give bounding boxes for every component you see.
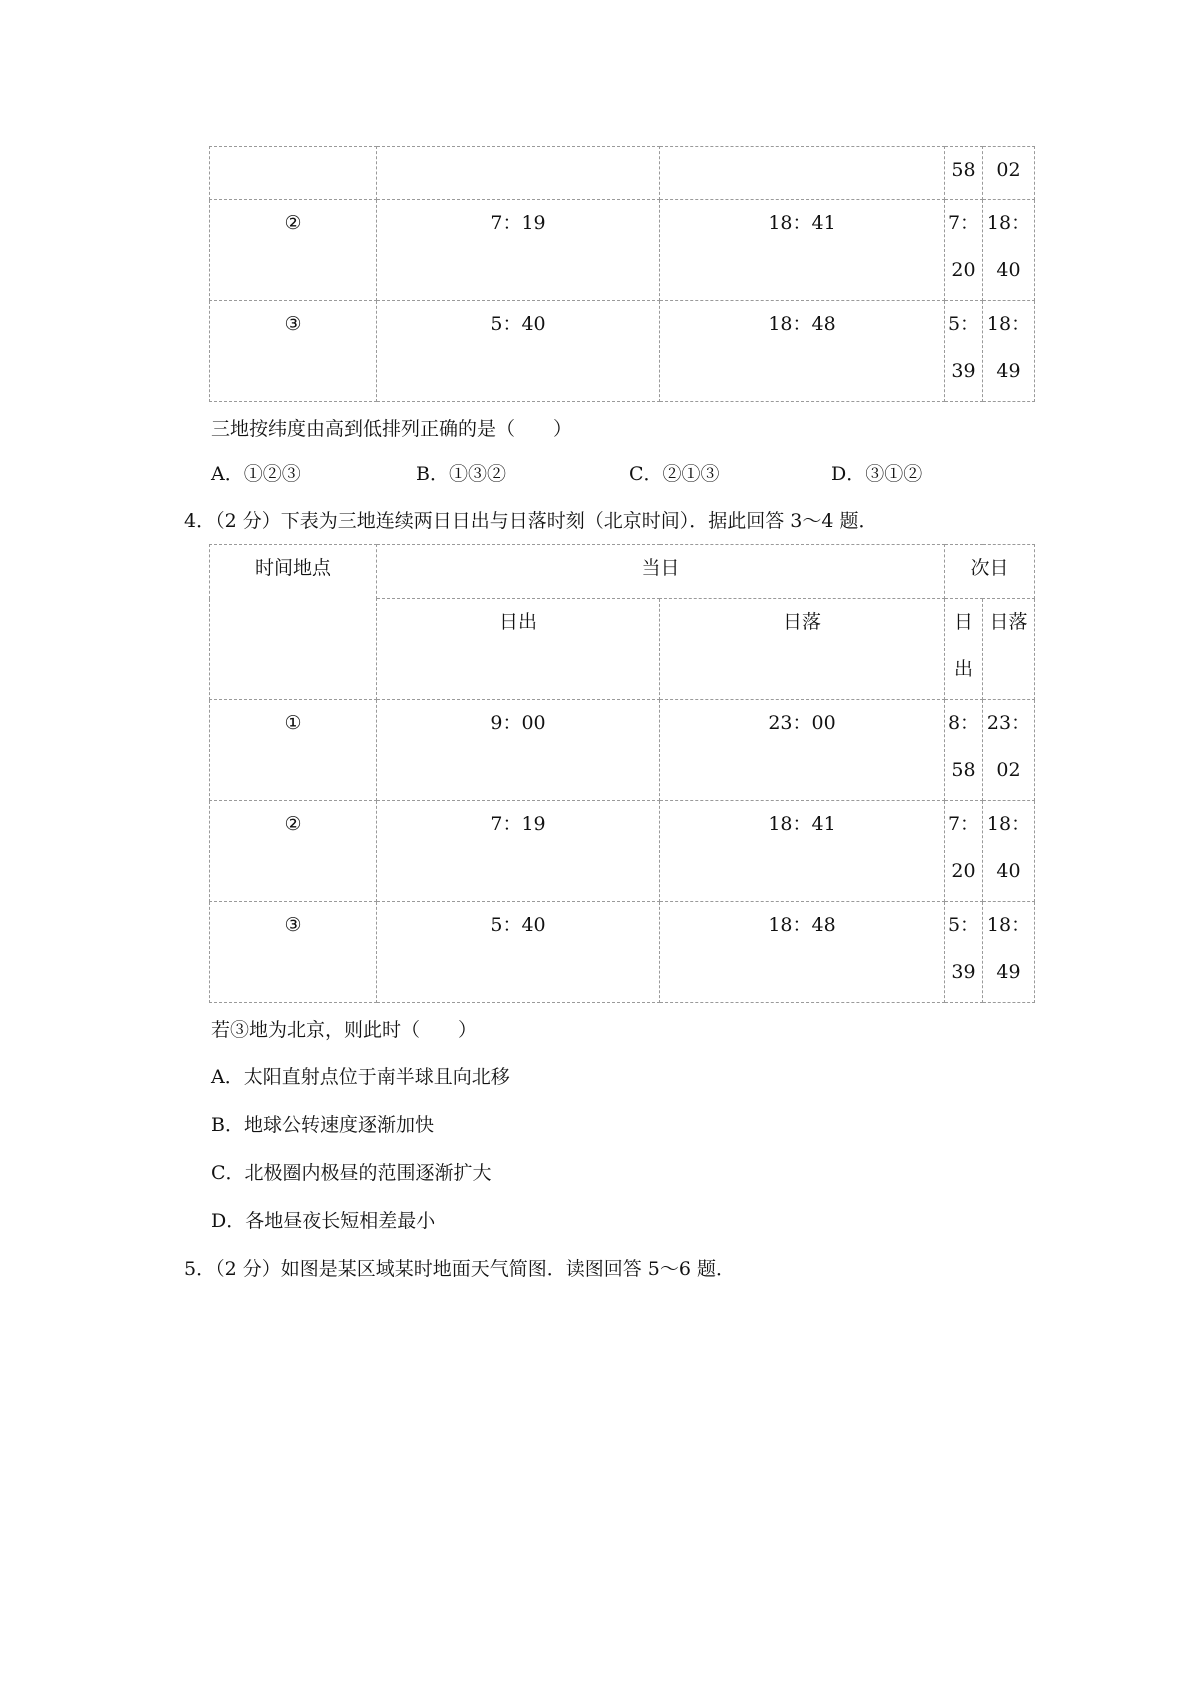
next-sunrise-cell: 5：39	[945, 301, 983, 402]
next-sunset-cell: 02	[983, 147, 1035, 200]
sunset-cell: 18：48	[660, 902, 945, 1003]
next-sunrise-cell: 58	[945, 147, 983, 200]
next-sunset-cell: 18：49	[983, 902, 1035, 1003]
header-today: 当日	[377, 545, 945, 599]
place-cell: ③	[210, 902, 377, 1003]
sunrise-cell: 7：19	[377, 801, 660, 902]
next-sunrise-cell: 7：20	[945, 801, 983, 902]
q3-option-b: B．①③②	[416, 463, 506, 485]
header-next-day: 次日	[945, 545, 1035, 599]
subheader-sunrise: 日出	[377, 599, 660, 700]
q4-option-a: A．太阳直射点位于南半球且向北移	[211, 1066, 510, 1088]
next-sunset-cell: 18：40	[983, 200, 1035, 301]
subheader-next-sunrise: 日出	[945, 599, 983, 700]
sunrise-table-continued	[209, 146, 1035, 402]
sunset-cell: 23：00	[660, 700, 945, 801]
table-row	[210, 902, 1035, 1003]
subheader-sunset: 日落	[660, 599, 945, 700]
place-cell: ②	[210, 801, 377, 902]
place-cell: ①	[210, 700, 377, 801]
q4-stem: 若③地为北京，则此时（ ）	[211, 1019, 478, 1041]
sunrise-cell	[377, 147, 660, 200]
q4-option-b: B．地球公转速度逐渐加快	[211, 1114, 434, 1136]
sunrise-cell: 5：40	[377, 902, 660, 1003]
q3-stem: 三地按纬度由高到低排列正确的是（ ）	[211, 418, 573, 440]
next-sunrise-cell: 8：58	[945, 700, 983, 801]
place-cell: ②	[210, 200, 377, 301]
sunset-cell: 18：41	[660, 200, 945, 301]
sunset-cell: 18：41	[660, 801, 945, 902]
q3-option-d: D．③①②	[831, 463, 923, 485]
table-row	[210, 301, 1035, 402]
sunrise-cell: 7：19	[377, 200, 660, 301]
header-place: 时间地点	[210, 545, 377, 700]
table-row	[210, 200, 1035, 301]
next-sunset-cell: 18：49	[983, 301, 1035, 402]
subheader-next-sunset: 日落	[983, 599, 1035, 700]
table-row	[210, 147, 1035, 200]
place-cell	[210, 147, 377, 200]
table-row	[210, 801, 1035, 902]
table-header-row	[210, 545, 1035, 599]
q4-option-d: D．各地昼夜长短相差最小	[211, 1210, 436, 1232]
next-sunrise-cell: 7：20	[945, 200, 983, 301]
next-sunrise-cell: 5：39	[945, 902, 983, 1003]
sunset-cell: 18：48	[660, 301, 945, 402]
sunset-cell	[660, 147, 945, 200]
sunrise-cell: 9：00	[377, 700, 660, 801]
q3-option-c: C．②①③	[629, 463, 720, 485]
q4-header: 4．（2 分）下表为三地连续两日日出与日落时刻（北京时间）．据此回答 3～4 题．	[184, 510, 878, 532]
q3-option-a: A．①②③	[211, 463, 301, 485]
q5-header: 5．（2 分）如图是某区域某时地面天气简图．读图回答 5～6 题．	[184, 1258, 735, 1280]
q4-option-c: C．北极圈内极昼的范围逐渐扩大	[211, 1162, 492, 1184]
next-sunset-cell: 18：40	[983, 801, 1035, 902]
next-sunset-cell: 23：02	[983, 700, 1035, 801]
sunrise-sunset-table	[209, 544, 1035, 1003]
table-row	[210, 700, 1035, 801]
place-cell: ③	[210, 301, 377, 402]
sunrise-cell: 5：40	[377, 301, 660, 402]
